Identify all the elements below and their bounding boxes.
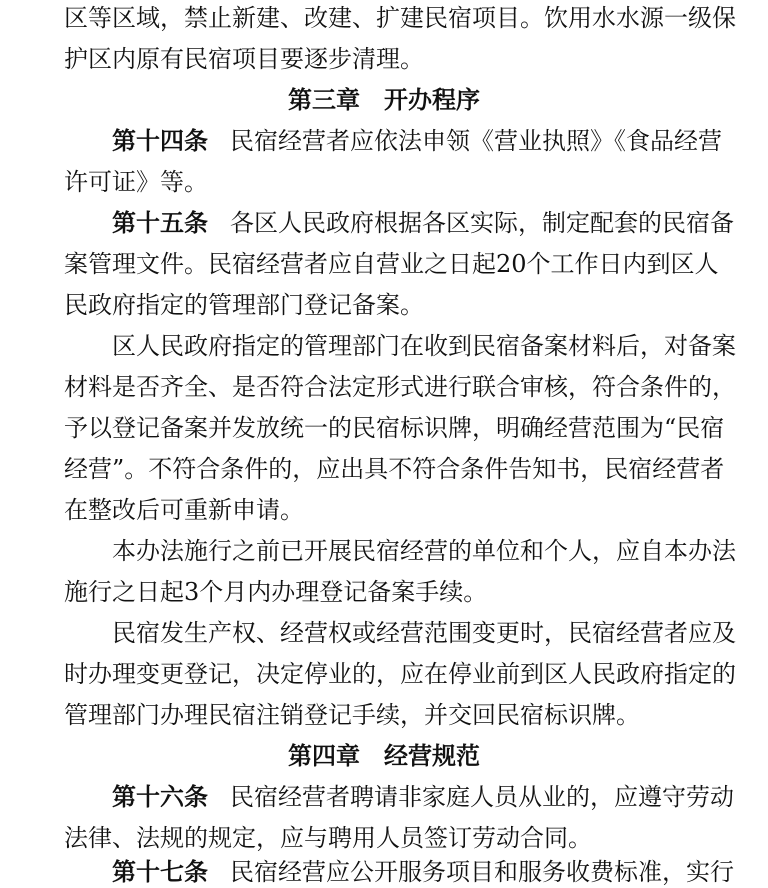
article-15-first-line <box>112 207 734 239</box>
article-14-first-line <box>112 125 722 157</box>
text-line: 在整改后可重新申请。 <box>64 496 304 524</box>
article-16-first-line <box>112 781 734 813</box>
text-line: 民宿经营者聘请非家庭人员从业的，应遵守劳动 <box>230 783 734 811</box>
text-line: 时办理变更登记，决定停业的，应在停业前到区人民政府指定的 <box>64 660 736 688</box>
chapter-heading-4 <box>0 740 768 772</box>
text-line: 材料是否齐全、是否符合法定形式进行联合审核，符合条件的， <box>64 373 736 401</box>
text-line: 施行之日起3个月内办理登记备案手续。 <box>64 578 488 606</box>
article-label: 第十六条 <box>112 783 208 811</box>
text-line: 护区内原有民宿项目要逐步清理。 <box>64 45 424 73</box>
text-line: 民宿经营者应依法申领《营业执照》《食品经营 <box>230 127 722 155</box>
text-line: 案管理文件。民宿经营者应自营业之日起20个工作日内到区人 <box>64 250 719 278</box>
article-label: 第十四条 <box>112 127 208 155</box>
text-line: 予以登记备案并发放统一的民宿标识牌，明确经营范围为“民宿 <box>64 414 725 442</box>
text-line: 本办法施行之前已开展民宿经营的单位和个人，应自本办法 <box>112 537 736 565</box>
text-line: 各区人民政府根据各区实际，制定配套的民宿备 <box>230 209 734 237</box>
chapter-title: 开办程序 <box>384 86 480 114</box>
text-line: 民宿发生产权、经营权或经营范围变更时，民宿经营者应及 <box>112 619 736 647</box>
text-line: 区等区域，禁止新建、改建、扩建民宿项目。饮用水水源一级保 <box>64 4 736 32</box>
article-17-first-line <box>112 856 734 888</box>
chapter-title: 经营规范 <box>384 742 480 770</box>
text-line: 许可证》等。 <box>64 168 208 196</box>
text-line: 经营”。不符合条件的，应出具不符合条件告知书，民宿经营者 <box>64 455 725 483</box>
chapter-number: 第三章 <box>288 86 360 114</box>
text-line: 法律、法规的规定，应与聘用人员签订劳动合同。 <box>64 824 592 852</box>
article-label: 第十五条 <box>112 209 208 237</box>
text-line: 区人民政府指定的管理部门在收到民宿备案材料后，对备案 <box>112 332 736 360</box>
article-label: 第十七条 <box>112 858 208 886</box>
text-line: 民宿经营应公开服务项目和服务收费标准，实行 <box>230 858 734 886</box>
text-line: 民政府指定的管理部门登记备案。 <box>64 291 424 319</box>
text-line: 管理部门办理民宿注销登记手续，并交回民宿标识牌。 <box>64 701 640 729</box>
chapter-heading-3 <box>0 84 768 116</box>
chapter-number: 第四章 <box>288 742 360 770</box>
